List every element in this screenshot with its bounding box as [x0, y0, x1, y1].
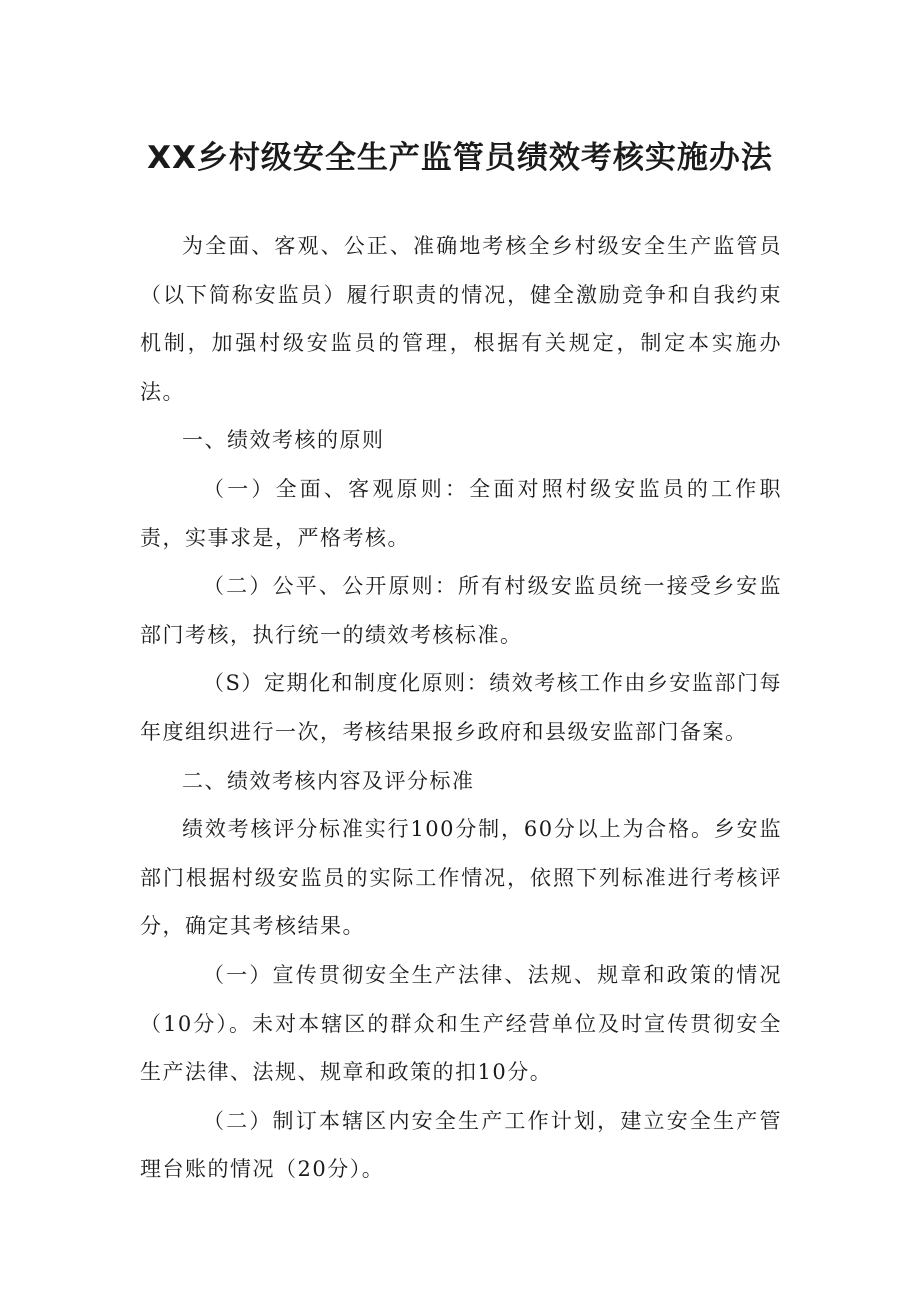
principle-paragraph: （一）全面、客观原则：全面对照村级安监员的工作职责，实事求是，严格考核。	[140, 476, 782, 550]
criteria-paragraph: （二）制订本辖区内安全生产工作计划，建立安全生产管理台账的情况（20分）。	[140, 1108, 782, 1182]
document-body	[140, 222, 782, 1194]
section-heading-principles: 一、绩效考核的原则	[182, 428, 385, 453]
intro-paragraph: 为全面、客观、公正、准确地考核全乡村级安全生产监管员（以下简称安监员）履行职责的情况，健全激励竞争和自我约束机制，加强村级安监员的管理，根据有关规定，制定本实施办法。	[140, 234, 782, 404]
principle-paragraph: （S）定期化和制度化原则：绩效考核工作由乡安监部门每年度组织进行一次，考核结果报乡政府和县级安监部门备案。	[140, 671, 782, 744]
criteria-paragraph: （一）宣传贯彻安全生产法律、法规、规章和政策的情况（10分）。未对本辖区的群众和生产经营单位及时宣传贯彻安全生产法律、法规、规章和政策的扣10分。	[140, 962, 782, 1085]
scoring-paragraph: 绩效考核评分标准实行100分制，60分以上为合格。乡安监部门根据村级安监员的实际工作情况，依照下列标准进行考核评分，确定其考核结果。	[140, 817, 782, 939]
document-title: XX乡村级安全生产监管员绩效考核实施办法	[147, 140, 773, 176]
section-heading-content: 二、绩效考核内容及评分标准	[182, 768, 475, 793]
principle-paragraph: （二）公平、公开原则：所有村级安监员统一接受乡安监部门考核，执行统一的绩效考核标准。	[140, 574, 782, 647]
